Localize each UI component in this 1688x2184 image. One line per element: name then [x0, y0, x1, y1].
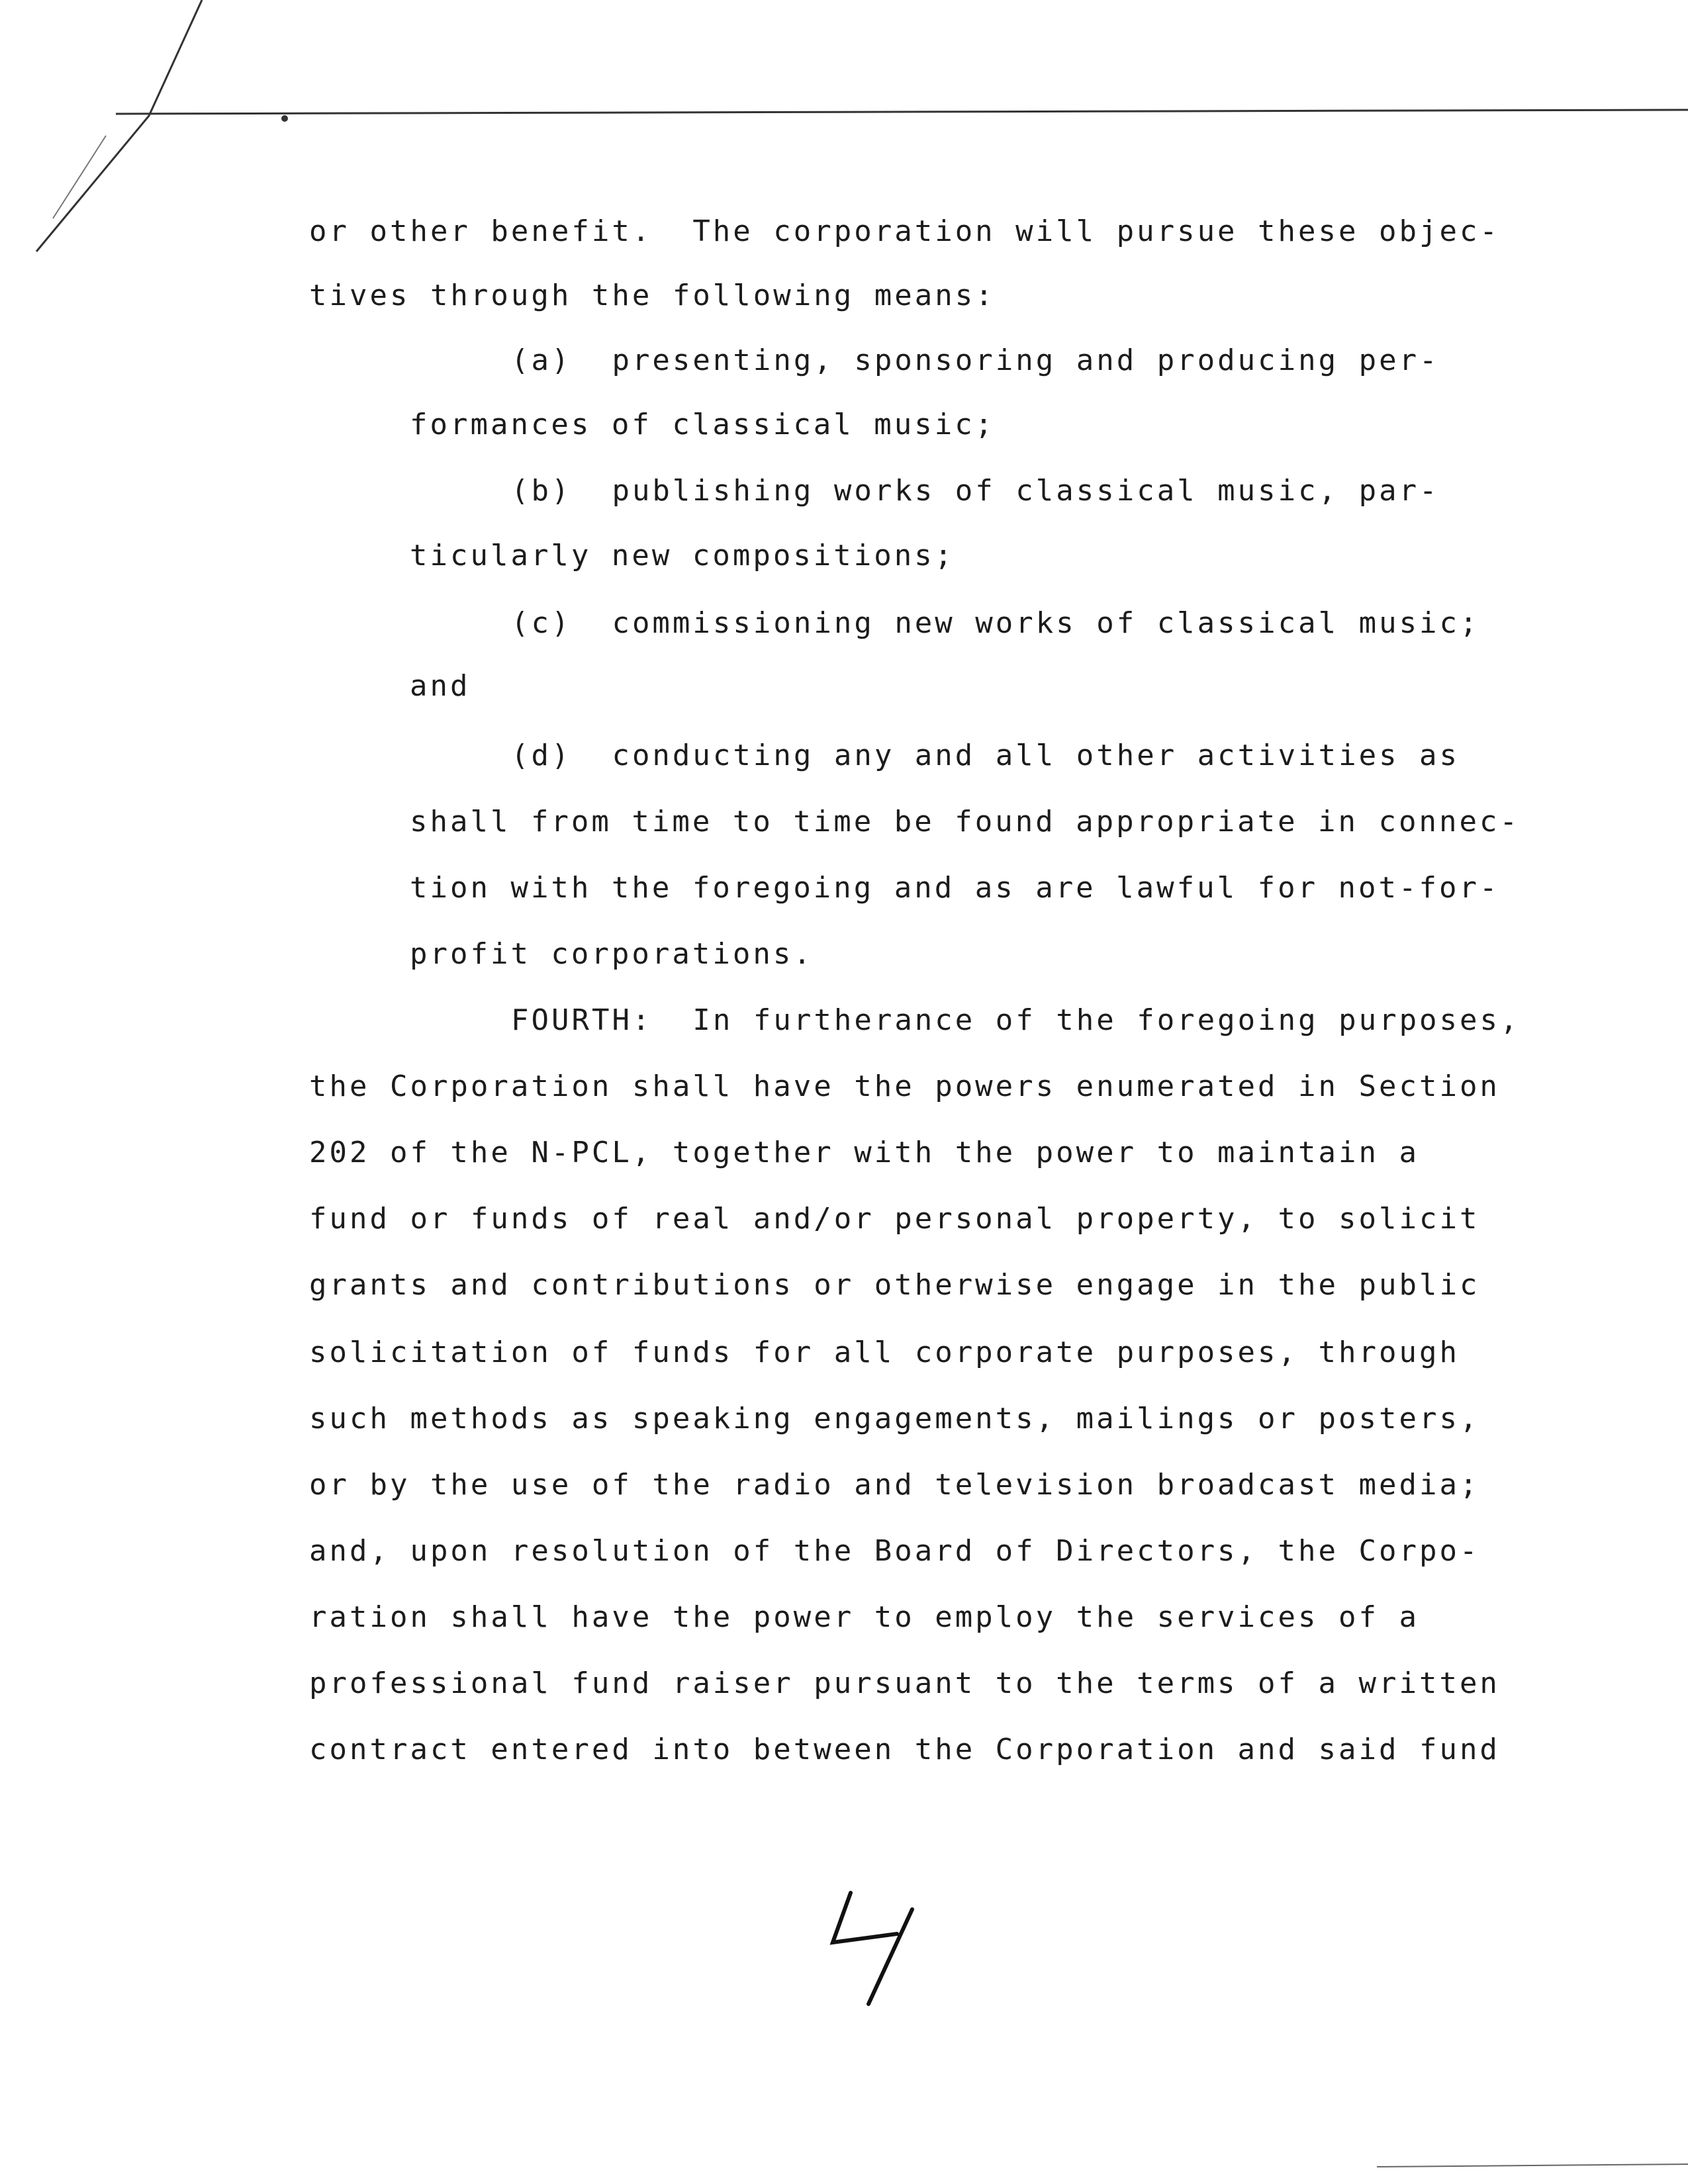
bottom-rule — [1377, 2164, 1688, 2167]
item-c-line-2: and — [410, 669, 471, 703]
item-d-line-3: tion with the foregoing and as are lawful for not-for- — [410, 871, 1500, 905]
item-d-line-2: shall from time to time be found appropriate in connec- — [410, 805, 1520, 839]
item-d-line-4: profit corporations. — [410, 937, 814, 971]
fourth-line-9: and, upon resolution of the Board of Directors, the Corpo- — [309, 1534, 1480, 1568]
fourth-line-8: or by the use of the radio and television broadcast media; — [309, 1468, 1480, 1502]
fourth-line-7: such methods as speaking engagements, mailings or posters, — [309, 1402, 1480, 1435]
fourth-line-11: professional fund raiser pursuant to the terms of a written — [309, 1666, 1500, 1700]
corner-slash-mark — [36, 0, 202, 251]
rule-dot — [281, 115, 288, 122]
item-c-line-1: (c) commissioning new works of classical music; — [511, 606, 1480, 640]
fourth-line-12: contract entered into between the Corporation and said fund — [309, 1733, 1500, 1766]
page-number-handwritten — [833, 1893, 912, 2004]
fourth-line-2: the Corporation shall have the powers enumerated in Section — [309, 1069, 1500, 1103]
fourth-line-4: fund or funds of real and/or personal property, to solicit — [309, 1202, 1480, 1236]
item-a-line-1: (a) presenting, sponsoring and producing per- — [511, 343, 1440, 377]
top-rule — [116, 110, 1688, 114]
fourth-line-6: solicitation of funds for all corporate purposes, through — [309, 1336, 1460, 1369]
item-b-line-1: (b) publishing works of classical music, par- — [511, 474, 1440, 508]
item-b-line-2: ticularly new compositions; — [410, 539, 955, 572]
item-a-line-2: formances of classical music; — [410, 408, 996, 441]
item-d-line-1: (d) conducting any and all other activities as — [511, 739, 1460, 772]
fourth-line-5: grants and contributions or otherwise engage in the public — [309, 1268, 1480, 1302]
intro-line-2: tives through the following means: — [309, 279, 996, 312]
fourth-line-3: 202 of the N-PCL, together with the power to maintain a — [309, 1136, 1419, 1169]
fourth-line-10: ration shall have the power to employ the services of a — [309, 1600, 1419, 1634]
fourth-line-1: FOURTH: In furtherance of the foregoing purposes, — [511, 1003, 1521, 1037]
intro-line-1: or other benefit. The corporation will pursue these objec- — [309, 214, 1500, 248]
